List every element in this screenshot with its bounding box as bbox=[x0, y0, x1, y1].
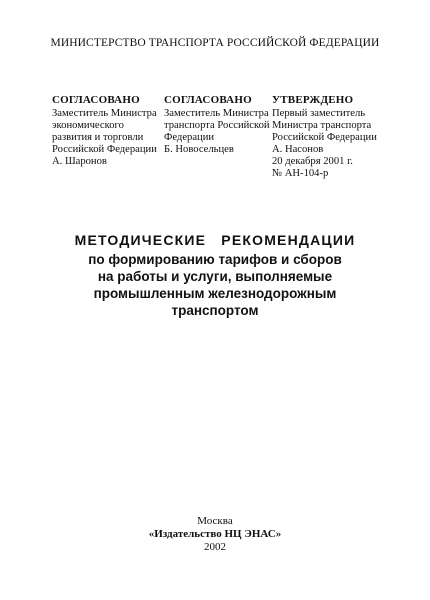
approval-line: Российской Федерации bbox=[272, 132, 377, 143]
publication-info bbox=[0, 515, 430, 554]
approval-signatory: А. Насонов bbox=[272, 144, 324, 155]
approval-line: экономического bbox=[52, 120, 124, 131]
approval-line: транспорта Российской bbox=[164, 120, 270, 131]
document-title: МЕТОДИЧЕСКИЕ РЕКОМЕНДАЦИИ bbox=[74, 232, 356, 248]
approval-heading: УТВЕРЖДЕНО bbox=[272, 94, 354, 106]
approval-line: развития и торговли bbox=[52, 132, 144, 143]
document-subtitle-line: по формированию тарифов и сборов bbox=[88, 252, 342, 267]
publication-city: Москва bbox=[197, 515, 233, 527]
approval-heading: СОГЛАСОВАНО bbox=[52, 94, 140, 106]
approval-line: Заместитель Министра bbox=[164, 108, 269, 119]
publication-year: 2002 bbox=[204, 541, 226, 553]
approval-line: Министра транспорта bbox=[272, 120, 372, 131]
approval-line: Российской Федерации bbox=[52, 144, 157, 155]
approval-line: Первый заместитель bbox=[272, 108, 366, 119]
approval-heading: СОГЛАСОВАНО bbox=[164, 94, 252, 106]
approval-block-economic-development bbox=[52, 94, 164, 168]
document-subtitle-line: на работы и услуги, выполняемые bbox=[97, 269, 333, 284]
approval-line: Федерации bbox=[164, 132, 215, 143]
document-subtitle-line: промышленным железнодорожным bbox=[93, 286, 337, 301]
approval-block-transport bbox=[164, 94, 276, 156]
approval-line: Заместитель Министра bbox=[52, 108, 157, 119]
approval-date: 20 декабря 2001 г. bbox=[272, 156, 353, 167]
approval-signatory: А. Шаронов bbox=[52, 156, 107, 167]
approval-block-approved bbox=[272, 94, 384, 180]
document-subtitle-line: транспортом bbox=[171, 303, 259, 318]
document-title-block bbox=[0, 232, 430, 319]
approval-signatory: Б. Новосельцев bbox=[164, 144, 234, 155]
publisher-name: «Издательство НЦ ЭНАС» bbox=[148, 528, 282, 540]
approval-document-number: № АН-104-р bbox=[272, 168, 329, 179]
ministry-header: МИНИСТЕРСТВО ТРАНСПОРТА РОССИЙСКОЙ ФЕДЕРАЦИИ bbox=[50, 37, 380, 49]
